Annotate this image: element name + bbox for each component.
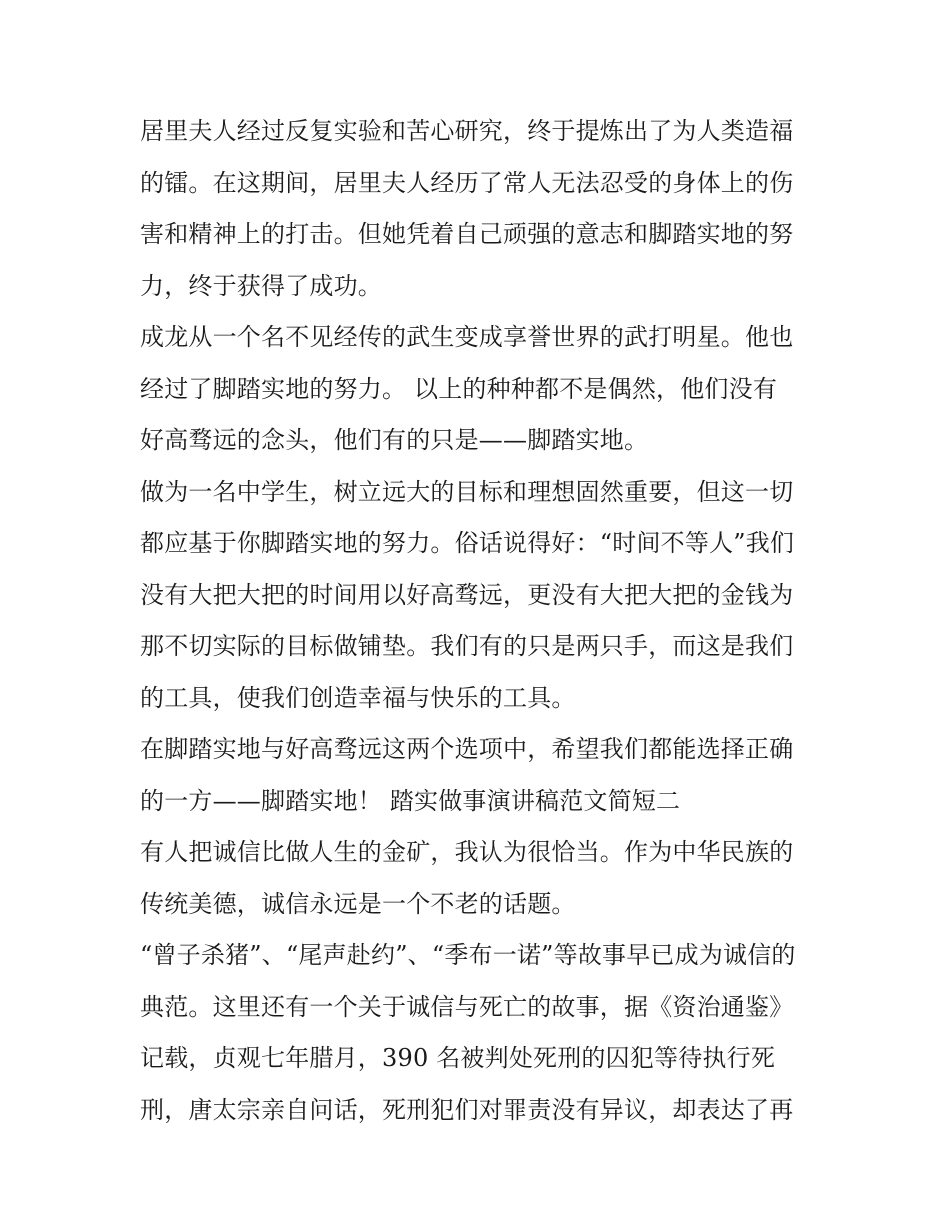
text-line: 有人把诚信比做人生的金矿，我认为很恰当。作为中华民族的	[140, 838, 794, 866]
text-line: 好高骛远的念头，他们有的只是——脚踏实地。	[140, 426, 649, 454]
text-line: 在脚踏实地与好高骛远这两个选项中，希望我们都能选择正确	[140, 735, 794, 763]
text-line: 那不切实际的目标做铺垫。我们有的只是两只手，而这是我们	[140, 632, 794, 660]
text-line: 的镭。在这期间，居里夫人经历了常人无法忍受的身体上的伤	[140, 168, 794, 197]
text-line: 传统美德，诚信永远是一个不老的话题。	[140, 889, 576, 918]
text-line: 刑，唐太宗亲自问话，死刑犯们对罪责没有异议，却表达了再	[140, 1095, 794, 1124]
text-line: 害和精神上的打击。但她凭着自己顽强的意志和脚踏实地的努	[140, 220, 794, 248]
text-line: 成龙从一个名不见经传的武生变成享誉世界的武打明星。他也	[140, 323, 794, 351]
text-line: 居里夫人经过反复实验和苦心研究，终于提炼出了为人类造福	[140, 117, 794, 145]
text-line: 的工具，使我们创造幸福与快乐的工具。	[140, 683, 576, 712]
text-line: 做为一名中学生，树立远大的目标和理想固然重要，但这一切	[140, 477, 794, 506]
text-line: 经过了脚踏实地的努力。 以上的种种都不是偶然，他们没有	[140, 374, 778, 403]
text-line: 典范。这里还有一个关于诚信与死亡的故事，据《资治通鉴》	[140, 992, 794, 1021]
text-line: 没有大把大把的时间用以好高骛远，更没有大把大把的金钱为	[140, 580, 794, 609]
body-text	[140, 106, 820, 1136]
text-line: 的一方——脚踏实地！ 踏实做事演讲稿范文简短二	[140, 786, 681, 815]
text-line: “曾子杀猪”、“尾声赴约”、“季布一诺”等故事早已成为诚信的	[140, 941, 796, 969]
text-line: 力，终于获得了成功。	[140, 271, 382, 300]
text-line: 都应基于你脚踏实地的努力。俗话说得好：“时间不等人”我们	[140, 529, 795, 557]
text-line: 记载，贞观七年腊月，390 名被判处死刑的囚犯等待执行死	[140, 1044, 776, 1072]
